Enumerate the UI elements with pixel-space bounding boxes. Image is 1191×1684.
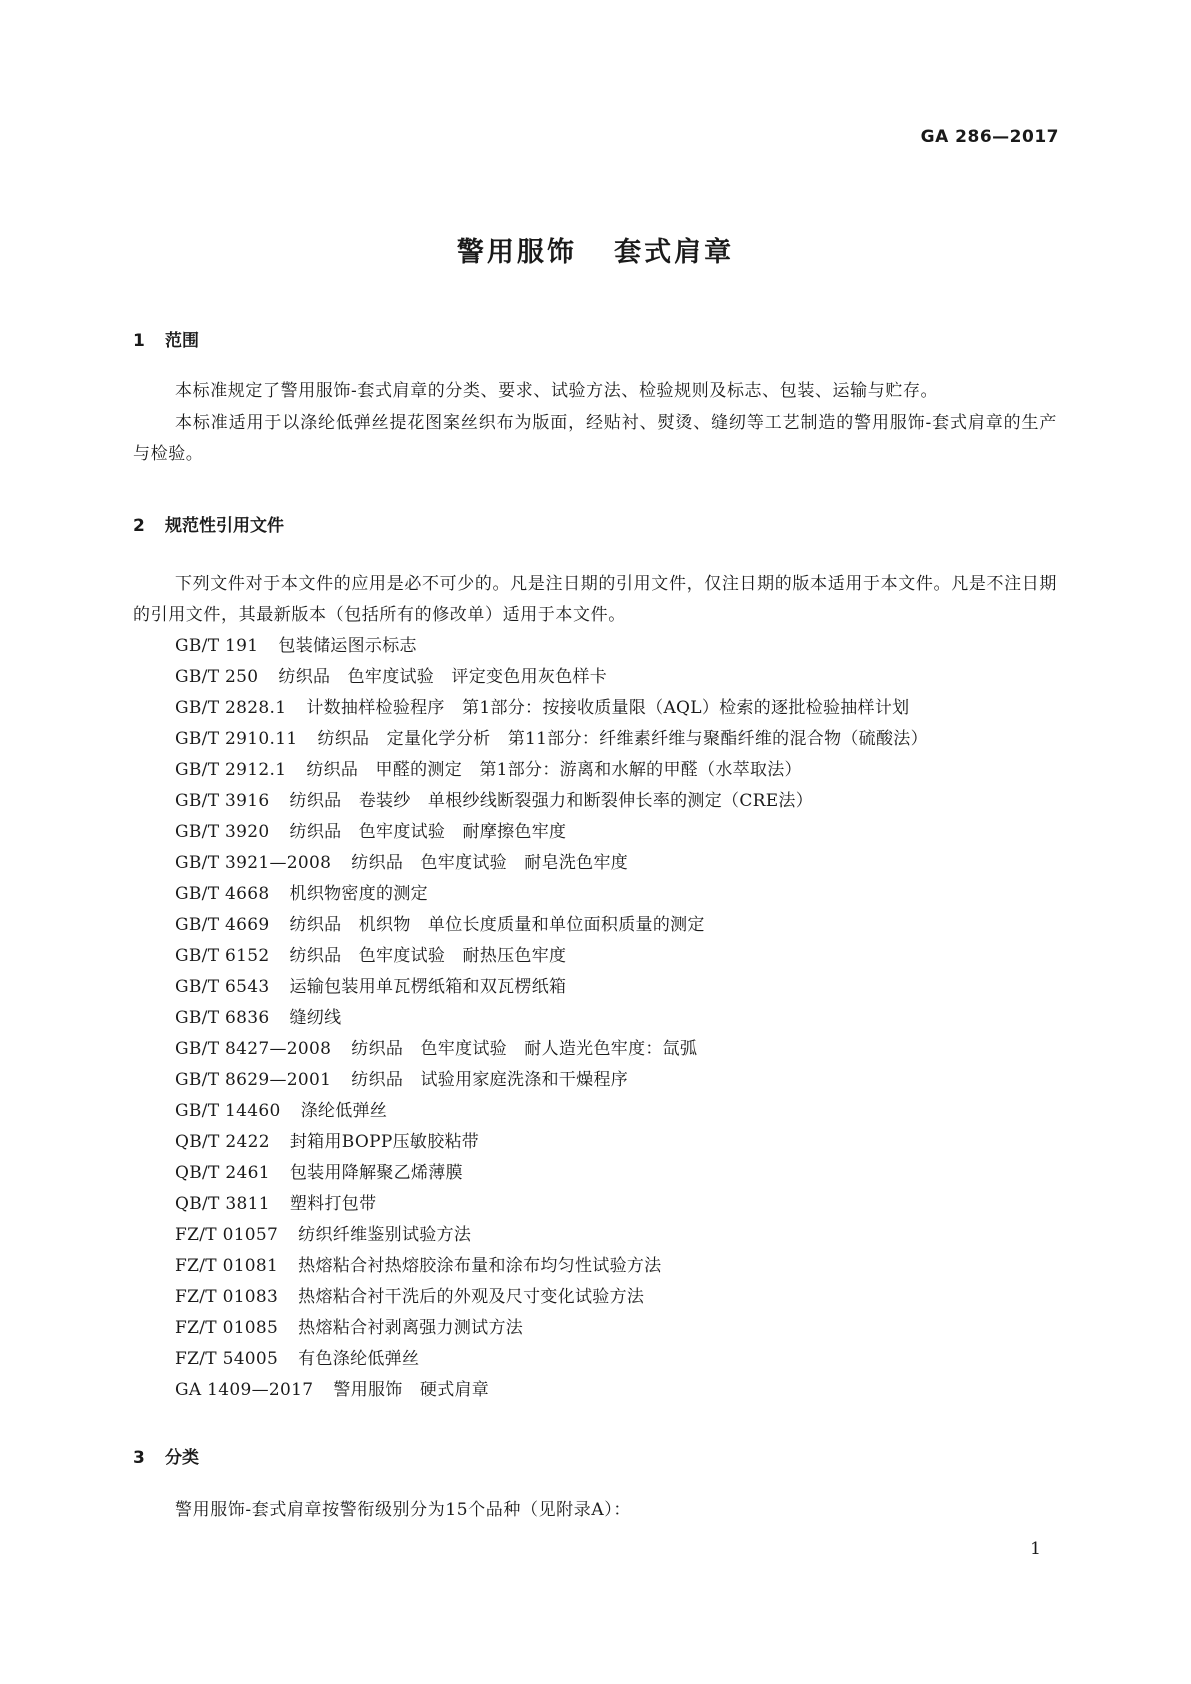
reference-title: 纺织品 机织物 单位长度质量和单位面积质量的测定 xyxy=(289,915,705,935)
reference-code: GB/T 3920 xyxy=(175,822,270,842)
section-number: 3 xyxy=(133,1448,145,1468)
reference-title: 包装储运图示标志 xyxy=(278,636,417,656)
reference-item xyxy=(175,1313,928,1344)
reference-title: 警用服饰 硬式肩章 xyxy=(333,1380,490,1400)
reference-item xyxy=(175,1127,928,1158)
reference-code: GB/T 191 xyxy=(175,636,259,656)
reference-title: 纺织品 色牢度试验 评定变色用灰色样卡 xyxy=(278,667,608,687)
reference-code: FZ/T 01081 xyxy=(175,1256,279,1276)
reference-title: 运输包装用单瓦楞纸箱和双瓦楞纸箱 xyxy=(289,977,567,997)
reference-code: FZ/T 01085 xyxy=(175,1318,279,1338)
reference-code: GB/T 250 xyxy=(175,667,259,687)
reference-code: GB/T 14460 xyxy=(175,1101,281,1121)
reference-item xyxy=(175,1003,928,1034)
reference-code: QB/T 2461 xyxy=(175,1163,270,1183)
reference-item xyxy=(175,755,928,786)
reference-code: FZ/T 54005 xyxy=(175,1349,279,1369)
reference-item xyxy=(175,1189,928,1220)
section-heading-normative-references xyxy=(133,511,284,536)
reference-title: 缝纫线 xyxy=(289,1008,342,1028)
reference-code: GB/T 4669 xyxy=(175,915,270,935)
section-heading-scope xyxy=(133,326,199,351)
reference-code: GB/T 6152 xyxy=(175,946,270,966)
reference-title: 封箱用BOPP压敏胶粘带 xyxy=(289,1132,480,1152)
reference-item xyxy=(175,724,928,755)
reference-item xyxy=(175,1220,928,1251)
reference-code: FZ/T 01083 xyxy=(175,1287,279,1307)
reference-code: GB/T 8629—2001 xyxy=(175,1070,332,1090)
reference-title: 纺织纤维鉴别试验方法 xyxy=(298,1225,472,1245)
section-heading-classification xyxy=(133,1443,199,1468)
reference-title: 纺织品 色牢度试验 耐热压色牢度 xyxy=(289,946,567,966)
reference-item xyxy=(175,631,928,662)
reference-title: 计数抽样检验程序 第1部分：按接收质量限（AQL）检索的逐批检验抽样计划 xyxy=(306,698,910,718)
classification-paragraph: 警用服饰-套式肩章按警衔级别分为15个品种（见附录A）： xyxy=(175,1500,631,1520)
reference-item xyxy=(175,910,928,941)
reference-title: 纺织品 试验用家庭洗涤和干燥程序 xyxy=(351,1070,629,1090)
reference-title: 涤纶低弹丝 xyxy=(300,1101,388,1121)
reference-item xyxy=(175,693,928,724)
reference-item xyxy=(175,1375,928,1406)
reference-item xyxy=(175,972,928,1003)
page-number: 1 xyxy=(1030,1539,1041,1559)
references-intro: 下列文件对于本文件的应用是必不可少的。凡是注日期的引用文件，仅注日期的版本适用于本文件。凡是不注日期的引用文件，其最新版本（包括所有的修改单）适用于本文件。 xyxy=(133,574,1057,625)
reference-item xyxy=(175,1158,928,1189)
reference-title: 纺织品 卷装纱 单根纱线断裂强力和断裂伸长率的测定（CRE法） xyxy=(289,791,814,811)
reference-code: GB/T 8427—2008 xyxy=(175,1039,332,1059)
reference-item xyxy=(175,879,928,910)
reference-code: GB/T 2910.11 xyxy=(175,729,298,749)
reference-code: GB/T 3921—2008 xyxy=(175,853,332,873)
reference-code: GB/T 2912.1 xyxy=(175,760,287,780)
reference-item xyxy=(175,848,928,879)
section-number: 2 xyxy=(133,516,145,536)
reference-title: 包装用降解聚乙烯薄膜 xyxy=(289,1163,463,1183)
reference-code: GB/T 4668 xyxy=(175,884,270,904)
reference-title: 纺织品 定量化学分析 第11部分：纤维素纤维与聚酯纤维的混合物（硫酸法） xyxy=(317,729,928,749)
section-title: 规范性引用文件 xyxy=(165,516,284,536)
reference-item xyxy=(175,1096,928,1127)
reference-title: 纺织品 甲醛的测定 第1部分：游离和水解的甲醛（水萃取法） xyxy=(306,760,802,780)
reference-item xyxy=(175,817,928,848)
reference-title: 有色涤纶低弹丝 xyxy=(298,1349,420,1369)
reference-item xyxy=(175,1034,928,1065)
reference-code: FZ/T 01057 xyxy=(175,1225,279,1245)
reference-code: GB/T 3916 xyxy=(175,791,270,811)
reference-title: 塑料打包带 xyxy=(289,1194,377,1214)
reference-title: 纺织品 色牢度试验 耐摩擦色牢度 xyxy=(289,822,567,842)
reference-title: 热熔粘合衬热熔胶涂布量和涂布均匀性试验方法 xyxy=(298,1256,662,1276)
document-title: 警用服饰 套式肩章 xyxy=(456,237,735,268)
reference-title: 机织物密度的测定 xyxy=(289,884,428,904)
reference-code: GA 1409—2017 xyxy=(175,1380,314,1400)
reference-title: 热熔粘合衬干洗后的外观及尺寸变化试验方法 xyxy=(298,1287,645,1307)
reference-title: 热熔粘合衬剥离强力测试方法 xyxy=(298,1318,524,1338)
reference-code: GB/T 6543 xyxy=(175,977,270,997)
reference-list xyxy=(175,631,928,1406)
reference-code: GB/T 2828.1 xyxy=(175,698,287,718)
reference-title: 纺织品 色牢度试验 耐皂洗色牢度 xyxy=(351,853,629,873)
reference-item xyxy=(175,662,928,693)
section-title: 分类 xyxy=(165,1448,199,1468)
reference-item xyxy=(175,1251,928,1282)
reference-code: QB/T 3811 xyxy=(175,1194,270,1214)
reference-item xyxy=(175,786,928,817)
reference-item xyxy=(175,1344,928,1375)
reference-code: QB/T 2422 xyxy=(175,1132,270,1152)
reference-item xyxy=(175,1282,928,1313)
scope-paragraph-2: 本标准适用于以涤纶低弹丝提花图案丝织布为版面，经贴衬、熨烫、缝纫等工艺制造的警用服饰-套式肩章的生产与检验。 xyxy=(133,413,1057,464)
standard-code: GA 286—2017 xyxy=(920,127,1059,147)
scope-paragraph-1: 本标准规定了警用服饰-套式肩章的分类、要求、试验方法、检验规则及标志、包装、运输与贮存。 xyxy=(175,381,939,401)
reference-item xyxy=(175,1065,928,1096)
section-title: 范围 xyxy=(165,331,199,351)
reference-title: 纺织品 色牢度试验 耐人造光色牢度：氙弧 xyxy=(351,1039,698,1059)
reference-code: GB/T 6836 xyxy=(175,1008,270,1028)
section-number: 1 xyxy=(133,331,145,351)
reference-item xyxy=(175,941,928,972)
